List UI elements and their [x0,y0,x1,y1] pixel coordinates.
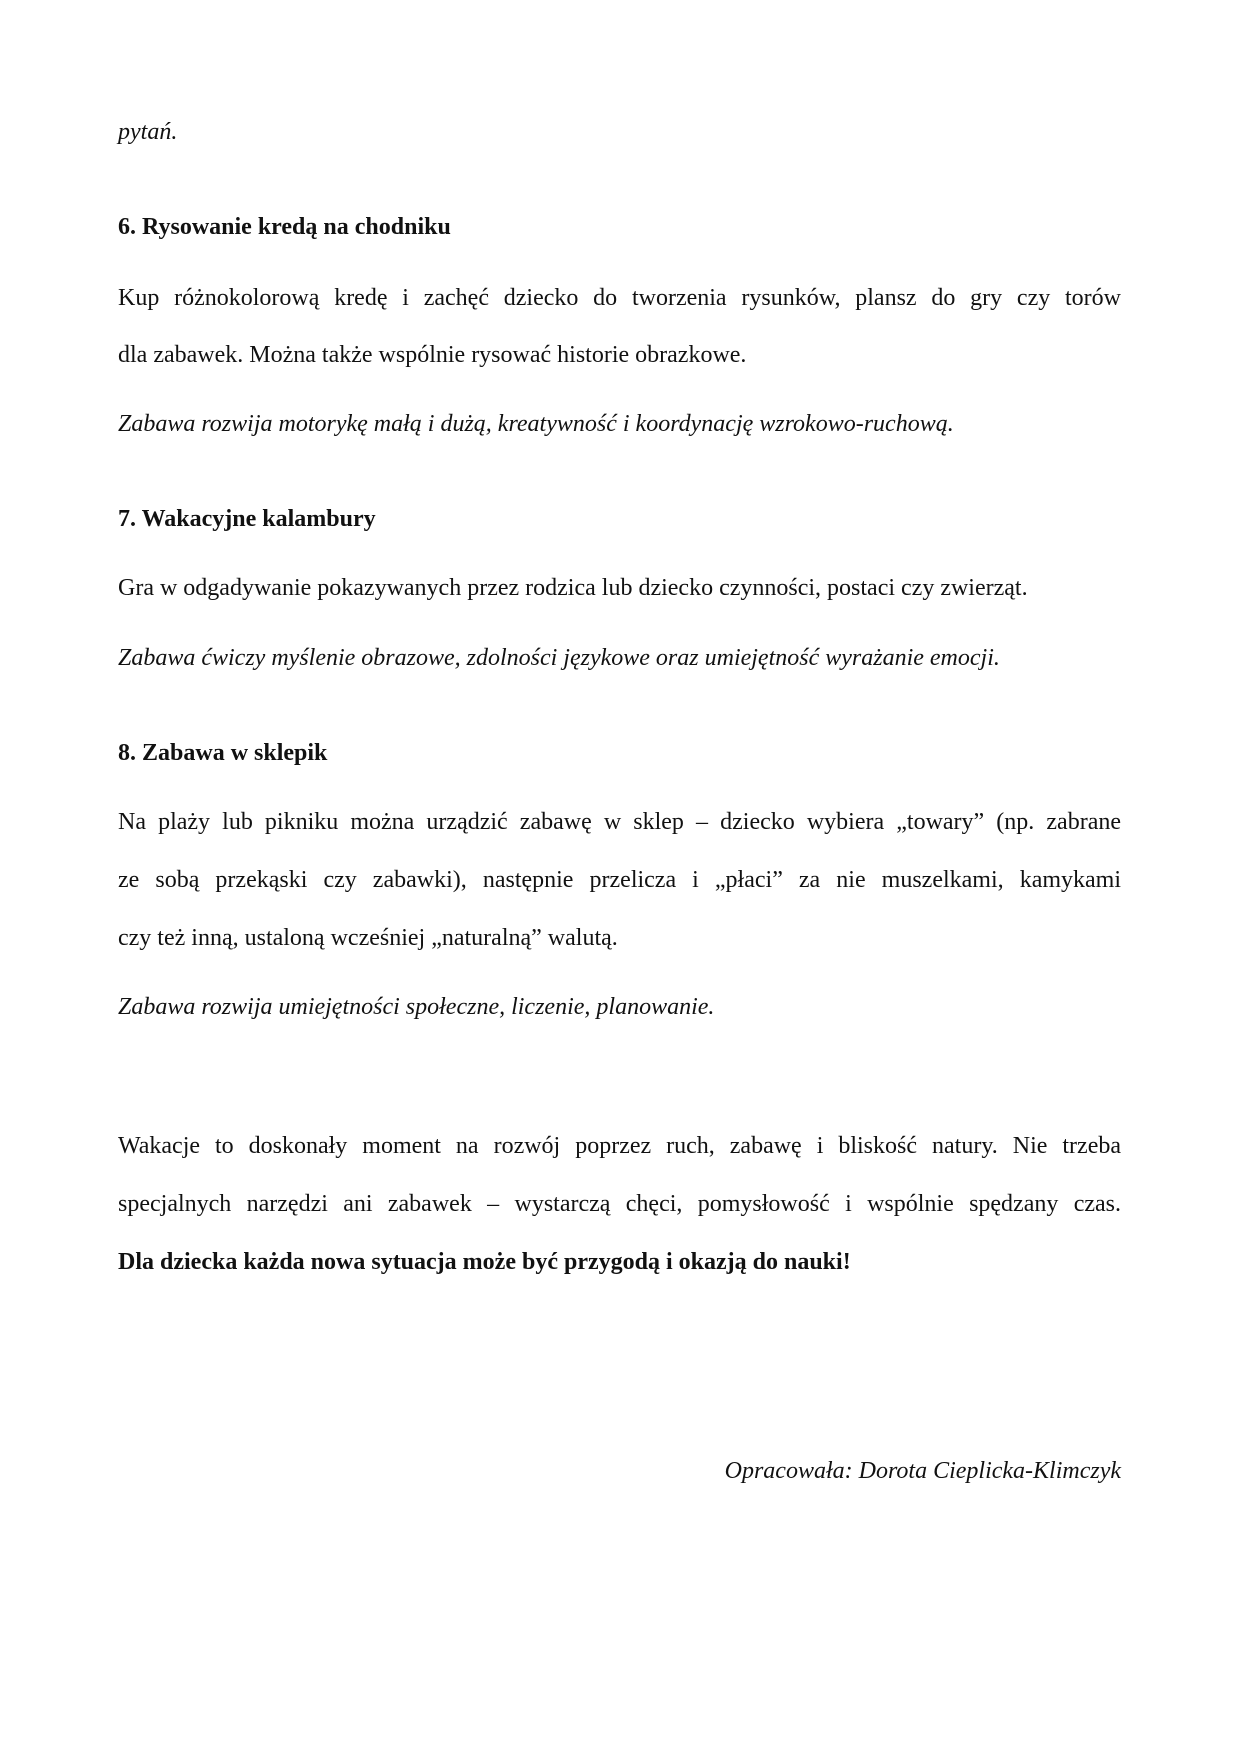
section-note: Zabawa ćwiczy myślenie obrazowe, zdolności językowe oraz umiejętność wyrażanie emocji. [118,645,1000,671]
section-heading: 6. Rysowanie kredą na chodniku [118,214,451,240]
paragraph-line: Na plaży lub pikniku można urządzić zabawę w sklep – dziecko wybiera „towary” (np. zabrane [118,809,1121,835]
section-heading: 7. Wakacyjne kalambury [118,506,376,532]
section-note: Zabawa rozwija motorykę małą i dużą, kreatywność i koordynację wzrokowo-ruchową. [118,411,954,437]
paragraph-line: ze sobą przekąski czy zabawki), następnie przelicza i „płaci” za nie muszelkami, kamykami [118,867,1121,893]
author-signature: Opracowała: Dorota Cieplicka-Klimczyk [724,1458,1121,1484]
paragraph-line: czy też inną, ustaloną wcześniej „naturalną” walutą. [118,925,618,951]
paragraph-line: Gra w odgadywanie pokazywanych przez rodzica lub dziecko czynności, postaci czy zwierząt. [118,575,1028,601]
paragraph-line: dla zabawek. Można także wspólnie rysować historie obrazkowe. [118,342,747,368]
section-note: Zabawa rozwija umiejętności społeczne, liczenie, planowanie. [118,994,715,1020]
conclusion-bold-line: Dla dziecka każda nowa sytuacja może być przygodą i okazją do nauki! [118,1249,851,1275]
conclusion-line: Wakacje to doskonały moment na rozwój poprzez ruch, zabawę i bliskość natury. Nie trzeba [118,1133,1121,1159]
continuation-text: pytań. [118,119,178,145]
paragraph-line: Kup różnokolorową kredę i zachęć dziecko do tworzenia rysunków, plansz do gry czy torów [118,285,1121,311]
conclusion-line: specjalnych narzędzi ani zabawek – wystarczą chęci, pomysłowość i wspólnie spędzany czas. [118,1191,1121,1217]
section-heading: 8. Zabawa w sklepik [118,740,328,766]
